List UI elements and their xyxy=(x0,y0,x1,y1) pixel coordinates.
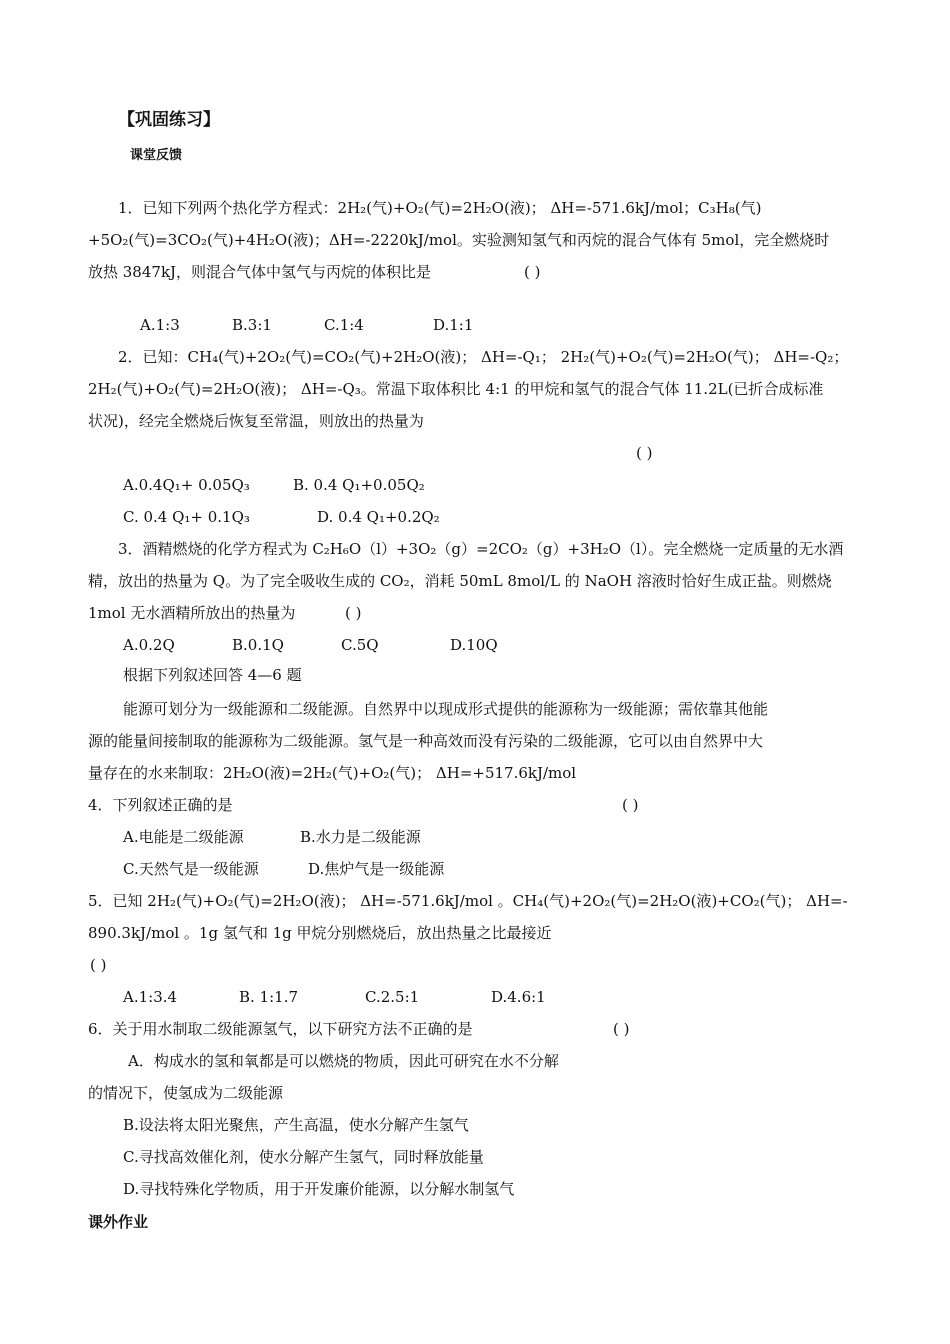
q3-option-b: B.0.1Q xyxy=(232,636,284,654)
q1-option-d: D.1:1 xyxy=(433,316,474,334)
q6-option-b: B.设法将太阳光聚焦，产生高温，使水分解产生氢气 xyxy=(123,1116,469,1134)
q2-line-3: 状况)，经完全燃烧后恢复至常温，则放出的热量为 xyxy=(88,412,424,430)
q6-option-a-line-2: 的情况下，使氢成为二级能源 xyxy=(88,1084,284,1102)
q6-answer-bracket: ( ) xyxy=(613,1020,630,1038)
homework-heading: 课外作业 xyxy=(88,1213,149,1231)
q2-line-2: 2H₂(气)+O₂(气)=2H₂O(液)； ΔH=-Q₃。常温下取体积比 4:1 的甲烷和氢气的混合气体 11.2L(已折合成标准 xyxy=(88,380,824,398)
q6-option-d: D.寻找特殊化学物质，用于开发廉价能源，以分解水制氢气 xyxy=(123,1180,515,1198)
intro-line-3: 量存在的水来制取：2H₂O(液)=2H₂(气)+O₂(气)； ΔH=+517.6kJ/mol xyxy=(88,764,577,782)
q4-option-c: C.天然气是一级能源 xyxy=(123,860,259,878)
q4-option-d: D.焦炉气是一级能源 xyxy=(308,860,445,878)
q5-answer-bracket: ( ) xyxy=(90,956,107,974)
q3-option-d: D.10Q xyxy=(450,636,498,654)
q5-line-1: 5．已知 2H₂(气)+O₂(气)=2H₂O(液)； ΔH=-571.6kJ/mol 。CH₄(气)+2O₂(气)=2H₂O(液)+CO₂(气)； ΔH=- xyxy=(88,892,848,910)
intro-line-2: 源的能量间接制取的能源称为二级能源。氢气是一种高效而没有污染的二级能源，它可以由自然界中大 xyxy=(88,732,764,750)
q2-option-c: C. 0.4 Q₁+ 0.1Q₃ xyxy=(123,508,250,526)
q1-line-3: 放热 3847kJ，则混合气体中氢气与丙烷的体积比是 xyxy=(88,263,432,281)
q1-option-c: C.1:4 xyxy=(324,316,364,334)
q3-option-a: A.0.2Q xyxy=(123,636,175,654)
q2-line-1: 2．已知：CH₄(气)+2O₂(气)=CO₂(气)+2H₂O(液)； ΔH=-Q₁； 2H₂(气)+O₂(气)=2H₂O(气)； ΔH=-Q₂； xyxy=(118,348,849,366)
subsection-title: 课堂反馈 xyxy=(130,148,183,163)
q6-option-c: C.寻找高效催化剂，使水分解产生氢气，同时释放能量 xyxy=(123,1148,484,1166)
q1-answer-bracket: ( ) xyxy=(524,263,541,281)
q5-option-c: C.2.5:1 xyxy=(365,988,420,1006)
q5-line-2: 890.3kJ/mol 。1g 氢气和 1g 甲烷分别燃烧后，放出热量之比最接近 xyxy=(88,924,552,942)
q2-answer-bracket: ( ) xyxy=(636,444,653,462)
q2-option-d: D. 0.4 Q₁+0.2Q₂ xyxy=(317,508,440,526)
intro-heading: 根据下列叙述回答 4—6 题 xyxy=(123,666,302,684)
q1-line-1: 1．已知下列两个热化学方程式：2H₂(气)+O₂(气)=2H₂O(液)； ΔH=-571.6kJ/mol；C₃H₈(气) xyxy=(118,199,762,217)
q5-option-d: D.4.6:1 xyxy=(491,988,546,1006)
q1-line-2: +5O₂(气)=3CO₂(气)+4H₂O(液)；ΔH=-2220kJ/mol。实验测知氢气和丙烷的混合气体有 5mol，完全燃烧时 xyxy=(88,231,830,249)
q1-option-b: B.3:1 xyxy=(232,316,272,334)
q3-option-c: C.5Q xyxy=(341,636,379,654)
intro-line-1: 能源可划分为一级能源和二级能源。自然界中以现成形式提供的能源称为一级能源；需依靠其他能 xyxy=(123,700,769,718)
q3-line-2: 精，放出的热量为 Q。为了完全吸收生成的 CO₂，消耗 50mL 8mol/L 的 NaOH 溶液时恰好生成正盐。则燃烧 xyxy=(88,572,832,590)
q2-option-b: B. 0.4 Q₁+0.05Q₂ xyxy=(293,476,425,494)
q6-stem: 6．关于用水制取二级能源氢气，以下研究方法不正确的是 xyxy=(88,1020,473,1038)
q1-option-a: A.1:3 xyxy=(140,316,180,334)
section-title: 【巩固练习】 xyxy=(118,110,220,130)
q4-option-a: A.电能是二级能源 xyxy=(123,828,244,846)
q6-option-a-line-1: A．构成水的氢和氧都是可以燃烧的物质，因此可研究在水不分解 xyxy=(128,1052,559,1070)
q5-option-a: A.1:3.4 xyxy=(123,988,178,1006)
q4-answer-bracket: ( ) xyxy=(622,796,639,814)
q4-stem: 4．下列叙述正确的是 xyxy=(88,796,233,814)
q5-option-b: B. 1:1.7 xyxy=(239,988,299,1006)
q2-option-a: A.0.4Q₁+ 0.05Q₃ xyxy=(123,476,250,494)
q4-option-b: B.水力是二级能源 xyxy=(300,828,421,846)
q3-answer-bracket: ( ) xyxy=(345,604,362,622)
q3-line-3: 1mol 无水酒精所放出的热量为 xyxy=(88,604,296,622)
q3-line-1: 3．酒精燃烧的化学方程式为 C₂H₆O（l）+3O₂（g）=2CO₂（g）+3H₂O（l）。完全燃烧一定质量的无水酒 xyxy=(118,540,844,558)
